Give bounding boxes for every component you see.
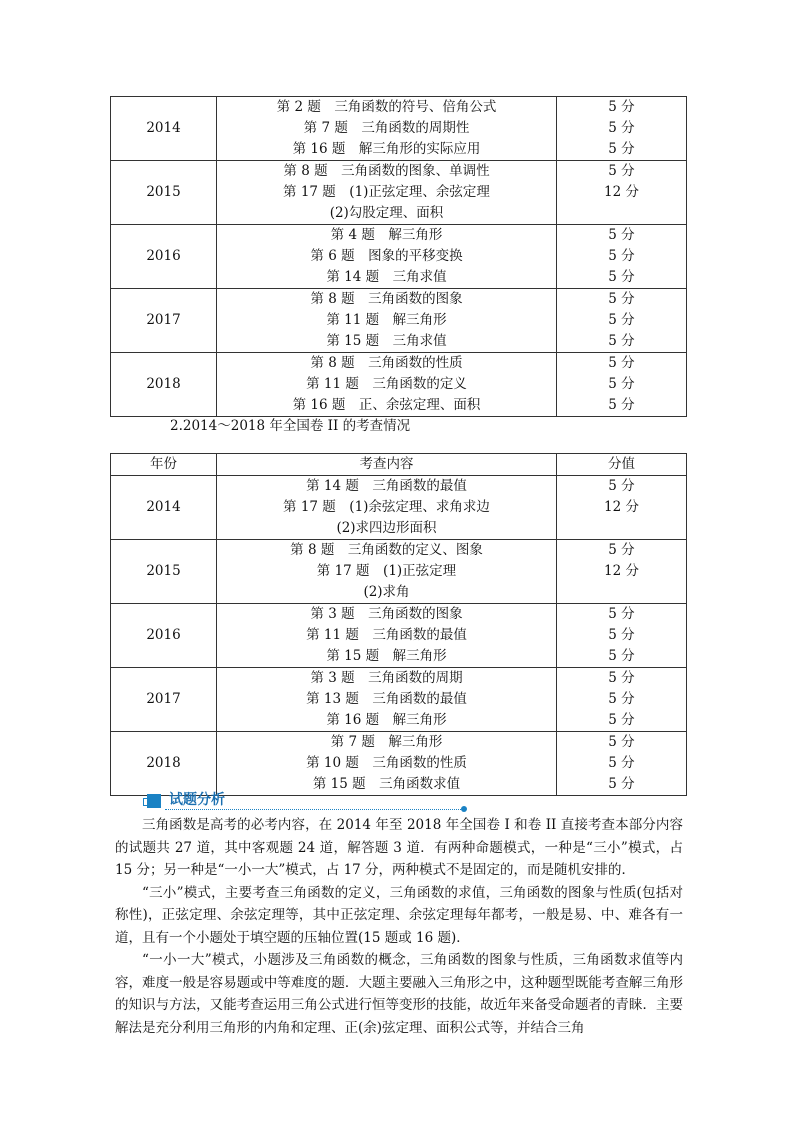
score-line: 5 分 — [608, 248, 635, 264]
content-line: 第 3 题 三角函数的图象 — [310, 606, 463, 622]
content-line: 第 17 题 (1)正弦定理、余弦定理 — [283, 184, 490, 200]
score-line: 5 分 — [608, 355, 635, 371]
year-cell: 2016 — [111, 604, 217, 668]
table-header-row — [111, 454, 687, 476]
table-2-caption: 2.2014～2018 年全国卷 II 的考查情况 — [170, 418, 411, 434]
score-line — [557, 203, 686, 224]
section-heading — [143, 790, 473, 812]
score-line: 5 分 — [608, 776, 635, 792]
score-line: 5 分 — [608, 269, 635, 285]
score-line: 5 分 — [608, 163, 635, 179]
score-line: 5 分 — [608, 670, 635, 686]
square-bullet-icon — [147, 794, 161, 808]
score-line: 5 分 — [608, 755, 635, 771]
content-line: 第 11 题 三角函数的最值 — [306, 627, 467, 643]
content-cell — [217, 604, 557, 668]
table-row — [111, 289, 687, 353]
year-cell: 2014 — [111, 476, 217, 540]
table-row — [111, 476, 687, 540]
score-cell — [557, 476, 687, 540]
score-line: 5 分 — [608, 478, 635, 494]
content-cell — [217, 732, 557, 796]
score-cell — [557, 668, 687, 732]
header-content: 考查内容 — [217, 454, 557, 476]
score-line: 5 分 — [608, 312, 635, 328]
content-line: (2)求四边形面积 — [336, 520, 437, 536]
content-line: 第 14 题 三角求值 — [326, 269, 447, 285]
score-line: 12 分 — [604, 563, 639, 579]
content-line: 第 13 题 三角函数的最值 — [306, 691, 467, 707]
paragraph: “三小”模式，主要考查三角函数的定义，三角函数的求值，三角函数的图象与性质(包括对称性)，正弦定理、余弦定理等，其中正弦定理、余弦定理每年都考，一般是易、中、难各有一道，且有一个小题处于填空题的压轴位置(15 题或 16 题)． — [115, 884, 683, 946]
content-line: (2)求角 — [363, 584, 410, 600]
content-line: 第 15 题 解三角形 — [326, 648, 447, 664]
content-line: 第 17 题 (1)正弦定理 — [316, 563, 457, 579]
table-row — [111, 353, 687, 417]
content-line: 第 17 题 (1)余弦定理、求角求边 — [283, 499, 490, 515]
score-cell — [557, 161, 687, 225]
analysis-text — [115, 814, 683, 1039]
score-cell — [557, 225, 687, 289]
content-line: 第 8 题 三角函数的性质 — [310, 355, 463, 371]
content-line: 第 16 题 正、余弦定理、面积 — [292, 397, 481, 413]
content-line: 第 2 题 三角函数的符号、倍角公式 — [276, 99, 497, 115]
content-line: 第 6 题 图象的平移变换 — [310, 248, 463, 264]
year-cell: 2015 — [111, 540, 217, 604]
score-line: 5 分 — [608, 606, 635, 622]
content-line: 第 7 题 解三角形 — [330, 734, 443, 750]
score-line: 5 分 — [608, 99, 635, 115]
dotted-rule — [165, 809, 465, 810]
content-line: 第 11 题 解三角形 — [326, 312, 447, 328]
year-cell: 2016 — [111, 225, 217, 289]
score-line: 5 分 — [608, 691, 635, 707]
header-score: 分值 — [557, 454, 687, 476]
score-cell — [557, 732, 687, 796]
content-cell — [217, 668, 557, 732]
content-line: 第 16 题 解三角形 — [326, 712, 447, 728]
content-cell — [217, 161, 557, 225]
score-line: 12 分 — [604, 184, 639, 200]
table-row — [111, 97, 687, 161]
paragraph: “一小一大”模式，小题涉及三角函数的概念，三角函数的图象与性质，三角函数求值等内容，难度一般是容易题或中等难度的题．大题主要融入三角形之中，这种题型既能考查解三角形的知识与方法，又能考查运用三角公式进行恒等变形的技能，故近年来备受命题者的青睐．主要解法是充分利用三角形的内角和定理、正(余)弦定理、面积公式等，并结合三角 — [115, 952, 683, 1036]
score-line: 5 分 — [608, 542, 635, 558]
score-cell — [557, 97, 687, 161]
table-row — [111, 161, 687, 225]
score-line: 5 分 — [608, 376, 635, 392]
content-line: 第 8 题 三角函数的图象 — [310, 291, 463, 307]
score-line — [557, 518, 686, 539]
score-line — [557, 582, 686, 603]
rule-end-dot-icon — [461, 806, 467, 812]
content-line: 第 15 题 三角函数求值 — [312, 776, 461, 792]
content-cell — [217, 97, 557, 161]
score-line: 5 分 — [608, 291, 635, 307]
table-row — [111, 668, 687, 732]
content-line: 第 14 题 三角函数的最值 — [306, 478, 467, 494]
score-line: 5 分 — [608, 627, 635, 643]
content-cell — [217, 289, 557, 353]
table-row — [111, 732, 687, 796]
content-cell — [217, 476, 557, 540]
score-line: 5 分 — [608, 648, 635, 664]
score-line: 5 分 — [608, 734, 635, 750]
year-cell: 2015 — [111, 161, 217, 225]
content-cell — [217, 353, 557, 417]
score-line: 12 分 — [604, 499, 639, 515]
score-line: 5 分 — [608, 141, 635, 157]
content-line: 第 8 题 三角函数的图象、单调性 — [283, 163, 490, 179]
score-line: 5 分 — [608, 712, 635, 728]
score-line: 5 分 — [608, 227, 635, 243]
content-line: 第 7 题 三角函数的周期性 — [303, 120, 470, 136]
exam-table-1 — [110, 96, 687, 417]
score-cell — [557, 353, 687, 417]
table-row — [111, 604, 687, 668]
header-year: 年份 — [111, 454, 217, 476]
score-cell — [557, 604, 687, 668]
score-line: 5 分 — [608, 333, 635, 349]
paragraph: 三角函数是高考的必考内容，在 2014 年至 2018 年全国卷 I 和卷 II 直接考查本部分内容的试题共 27 道，其中客观题 24 道，解答题 3 道．有两种命题模式，一种是“三小”模式，占 15 分；另一种是“一小一大”模式，占 17 分，两种模式不是固定的，而是随机安排的． — [115, 817, 683, 878]
content-line: 第 15 题 三角求值 — [326, 333, 447, 349]
year-cell: 2017 — [111, 668, 217, 732]
table-row — [111, 540, 687, 604]
year-cell: 2018 — [111, 353, 217, 417]
content-line: 第 8 题 三角函数的定义、图象 — [290, 542, 483, 558]
content-cell — [217, 225, 557, 289]
score-line: 5 分 — [608, 397, 635, 413]
content-cell — [217, 540, 557, 604]
year-cell: 2014 — [111, 97, 217, 161]
content-line: (2)勾股定理、面积 — [329, 205, 444, 221]
content-line: 第 10 题 三角函数的性质 — [306, 755, 467, 771]
score-cell — [557, 540, 687, 604]
content-line: 第 11 题 三角函数的定义 — [306, 376, 467, 392]
year-cell: 2017 — [111, 289, 217, 353]
content-line: 第 3 题 三角函数的周期 — [310, 670, 463, 686]
exam-table-2 — [110, 453, 687, 796]
section-title: 试题分析 — [169, 792, 225, 808]
score-cell — [557, 289, 687, 353]
table-row — [111, 225, 687, 289]
score-line: 5 分 — [608, 120, 635, 136]
content-line: 第 16 题 解三角形的实际应用 — [292, 141, 481, 157]
content-line: 第 4 题 解三角形 — [330, 227, 443, 243]
year-cell: 2018 — [111, 732, 217, 796]
